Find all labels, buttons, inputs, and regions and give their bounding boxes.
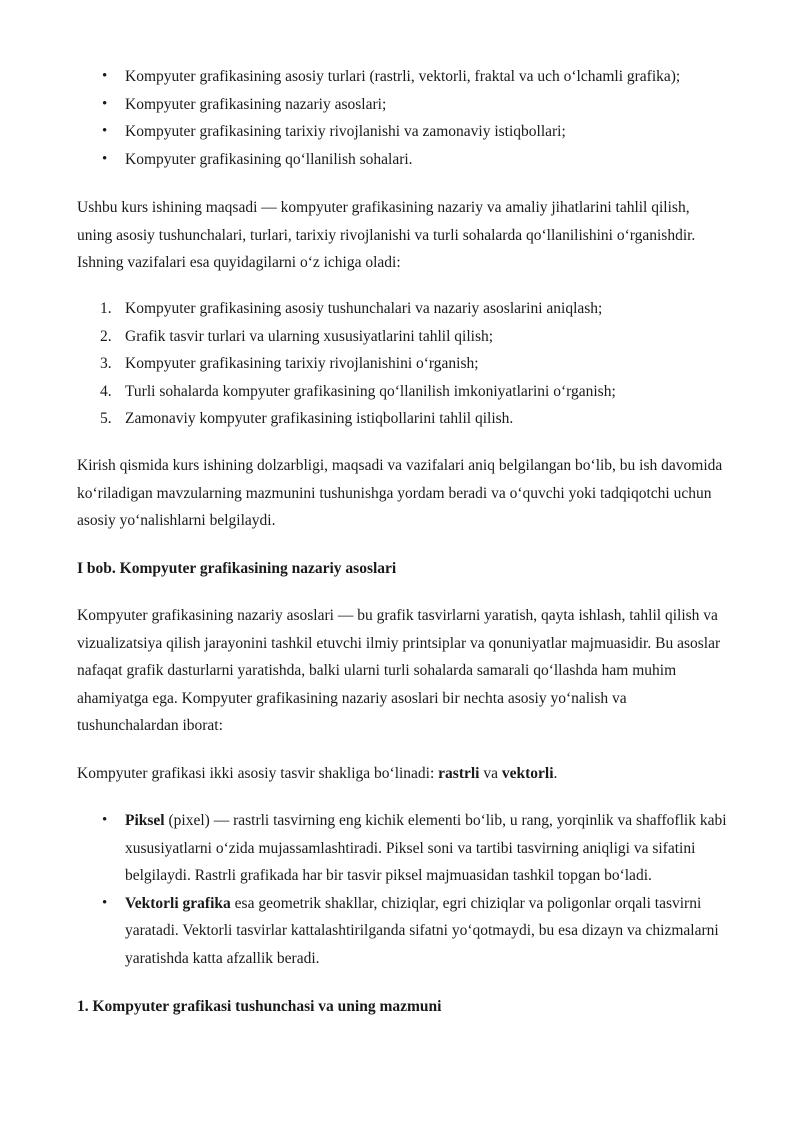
list-number: 5. [100,410,112,427]
definitions-bullet-list [77,807,727,972]
list-item-text: Kompyuter grafikasining tarixiy rivojlanishi va zamonaviy istiqbollari; [125,123,566,140]
bullet-icon: • [102,123,108,139]
chapter-heading: I bob. Kompyuter grafikasining nazariy asoslari [77,560,397,577]
bullet-icon: • [102,68,108,84]
intro-bullet-list [77,63,727,173]
tasks-numbered-list [77,295,727,433]
list-item [77,890,727,973]
list-item-text: Grafik tasvir turlari va ularning xususiyatlarini tahlil qilish; [125,327,494,345]
list-item-text: Kompyuter grafikasining asosiy tushunchalari va nazariy asoslarini aniqlash; [125,300,603,317]
bullet-icon: • [102,95,108,112]
definition-term: Piksel [125,812,165,829]
sentence-prefix: Kompyuter grafikasi ikki asosiy tasvir shakliga bo‘linadi: [77,765,439,782]
intro-conclusion-paragraph: Kirish qismida kurs ishining dolzarbligi, maqsadi va vazifalari aniq belgilangan bo‘lib, bu ish davomida ko‘riladigan mavzularning mazmunini tushunishga yordam beradi va o‘quvchi yoki tadqiqotchi uchun asosiy yo‘nalishlarni belgilaydi. [77,457,723,529]
list-item-text: Turli sohalarda kompyuter grafikasining qo‘llanilish imkoniyatlarini o‘rganish; [125,382,616,400]
section-heading: 1. Kompyuter grafikasi tushunchasi va uning mazmuni [77,998,442,1015]
list-item [77,63,727,91]
list-item [77,146,727,174]
list-number: 2. [100,327,112,345]
term-vector: vektorli [501,765,554,782]
list-item-text: Kompyuter grafikasining asosiy turlari (rastrli, vektorli, fraktal va uch o‘lchamli grafika); [125,68,681,85]
list-item [77,91,727,119]
list-item-text: Zamonaviy kompyuter grafikasining istiqbollarini tahlil qilish. [125,410,514,427]
sentence-suffix: . [553,765,558,782]
definition-term: Vektorli grafika [125,894,231,912]
definition-text: (pixel) — rastrli tasvirning eng kichik elementi bo‘lib, u rang, yorqinlik va shaffoflik kabi xususiyatlarni o‘zida mujassamlashtiradi. Piksel soni va tartibi tasvirning aniqligi va sifatini belgilaydi. Rastrli grafikada har bir tasvir piksel majmuasidan tashkil topgan bo‘ladi. [125,812,727,884]
list-item [77,350,727,378]
list-number: 3. [100,355,112,372]
list-number: 1. [100,300,112,317]
sentence-middle: va [479,765,502,782]
list-item-text: Kompyuter grafikasining nazariy asoslari; [125,95,387,113]
raster-vector-sentence [77,760,727,788]
term-raster: rastrli [438,765,480,782]
list-item-text: Kompyuter grafikasining tarixiy rivojlanishini o‘rganish; [125,355,479,372]
list-number: 4. [100,382,112,400]
list-item [77,378,727,406]
bullet-icon: • [102,894,108,911]
list-item [77,405,727,433]
bullet-icon: • [102,150,108,167]
list-item [77,118,727,146]
purpose-paragraph: Ushbu kurs ishining maqsadi — kompyuter grafikasining nazariy va amaliy jihatlarini tahlil qilish, uning asosiy tushunchalari, turlari, tarixiy rivojlanishi va turli sohalarda qo‘llanilishini o‘rganishdir. Ishning vazifalari esa quyidagilarni o‘z ichiga oladi: [77,199,696,271]
list-item-text: Kompyuter grafikasining qo‘llanilish sohalari. [125,150,413,168]
bullet-icon: • [102,812,108,828]
list-item [77,323,727,351]
list-item [77,807,727,890]
definition-text: esa geometrik shakllar, chiziqlar, egri chiziqlar va poligonlar orqali tasvirni yaratadi. Vektorli tasvirlar kattalashtirilganda sifatni yo‘qotmaydi, bu esa dizayn va chizmalarni yaratishda katta afzallik beradi. [125,894,719,967]
list-item [77,295,727,323]
chapter-paragraph: Kompyuter grafikasining nazariy asoslari — bu grafik tasvirlarni yaratish, qayta ishlash, tahlil qilish va vizualizatsiya qilish jarayonini tashkil etuvchi ilmiy printsiplar va qonuniyatlar majmuasidir. Bu asoslar nafaqat grafik dasturlarni yaratishda, balki ularni turli sohalarda samarali qo‘llashda ham muhim ahamiyatga ega. Kompyuter grafikasining nazariy asoslari bir nechta asosiy yo‘nalish va tushunchalardan iborat: [77,607,721,734]
